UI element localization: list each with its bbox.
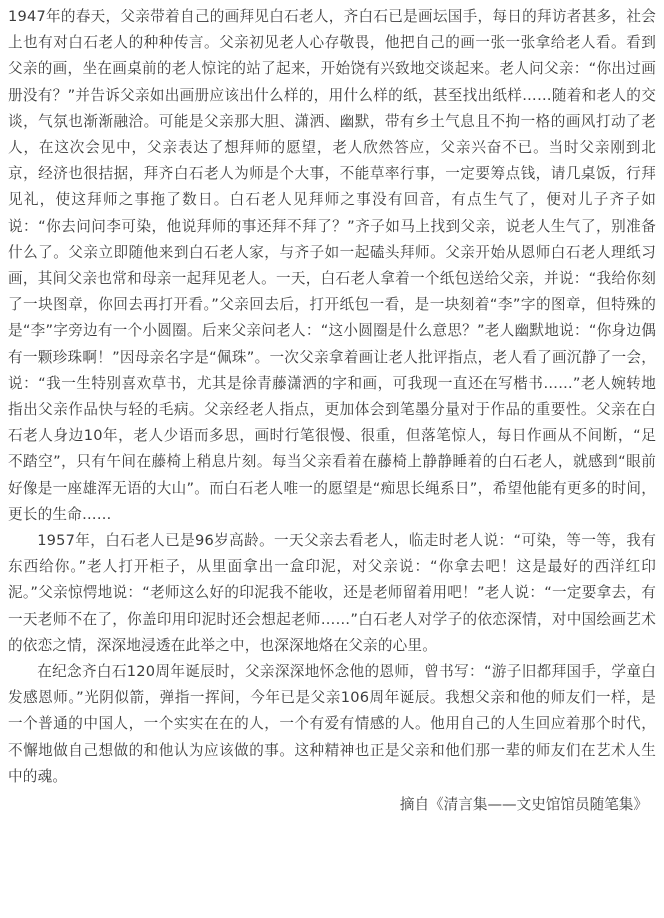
source-citation: 摘自《清言集——文史馆馆员随笔集》: [399, 796, 648, 814]
article-paragraph-3: 在纪念齐白石120周年诞辰时，父亲深深地怀念他的恩师，曾书写：“游子旧都拜国手，学童白发感恩师。”光阴似箭，弹指一挥间，今年已是父亲106周年诞辰。我想父亲和他的师友们一样，是一个普通的中国人，一个实实在在的人，一个有爱有情感的人。他用自己的人生回应着那个时代，不懈地做自己想做的和他认为应该做的事。这种精神也正是父亲和他们那一辈的师友们在艺术人生中的魂。: [8, 663, 656, 785]
article-paragraph-1: 1947年的春天，父亲带着自己的画拜见白石老人，齐白石已是画坛国手，每日的拜访者甚多，社会上也有对白石老人的种种传言。父亲初见老人心存敬畏，他把自己的画一张一张拿给老人看。看到父亲的画，坐在画桌前的老人惊诧的站了起来，开始饶有兴致地交谈起来。老人问父亲：“你出过画册没有？”并告诉父亲如出画册应该出什么样的，用什么样的纸，甚至找出纸样……随着和老人的交谈，气氛也渐渐融洽。可能是父亲那大胆、潇洒、幽默，带有乡土气息且不拘一格的画风打动了老人，在这次会见中，父亲表达了想拜师的愿望，老人欣然答应，父亲兴奋不已。当时父亲刚到北京，经济也很拮据，拜齐白石老人为师是个大事，不能草率行事，一定要筹点钱，请几桌饭，行拜见礼，使这拜师之事拖了数日。白石老人见拜师之事没有回音，有点生气了，便对儿子齐子如说：“你去问问李可染，他说拜师的事还拜不拜了？”齐子如马上找到父亲，说老人生气了，别准备什么了。父亲立即随他来到白石老人家，与齐子如一起磕头拜师。父亲开始从恩师白石老人理纸习画，其间父亲也常和母亲一起拜见老人。一天，白石老人拿着一个纸包送给父亲，并说：“我给你刻了一块图章，你回去再打开看。”父亲回去后，打开纸包一看，是一块刻着“李”字的图章，但特殊的是“李”字旁边有一个小圆圈。后来父亲问老人：“这小圆圈是什么意思？”老人幽默地说：“你身边偶有一颗珍珠啊！”因母亲名字是“佩珠”。一次父亲拿着画让老人批评指点，老人看了画沉静了一会，说：“我一生特别喜欢草书，尤其是徐青藤潇洒的字和画，可我现一直还在写楷书……”老人婉转地指出父亲作品快与轻的毛病。父亲经老人指点，更加体会到笔墨分量对于作品的重要性。父亲在白石老人身边10年，老人少语而多思，画时行笔很慢、很重，但落笔惊人，每日作画从不间断，“足不踏空”，只有午间在藤椅上稍息片刻。每当父亲看着在藤椅上静静睡着的白石老人，就感到“眼前好像是一座雄浑无语的大山”。而白石老人唯一的愿望是“痴思长绳系日”，希望他能有更多的时间，更长的生命……: [8, 8, 656, 523]
article-paragraph-2: 1957年，白石老人已是96岁高龄。一天父亲去看老人，临走时老人说：“可染，等一等，我有东西给你。”老人打开柜子，从里面拿出一盒印泥，对父亲说：“你拿去吧！这是最好的西洋红印泥。”父亲惊愕地说：“老师这么好的印泥我不能收，还是老师留着用吧！”老人说：“一定要拿去，有一天老师不在了，你盖印用印泥时还会想起老师……”白石老人对学子的依恋深情，对中国绘画艺术的依恋之情，深深地浸透在此举之中，也深深地烙在父亲的心里。: [8, 532, 656, 654]
